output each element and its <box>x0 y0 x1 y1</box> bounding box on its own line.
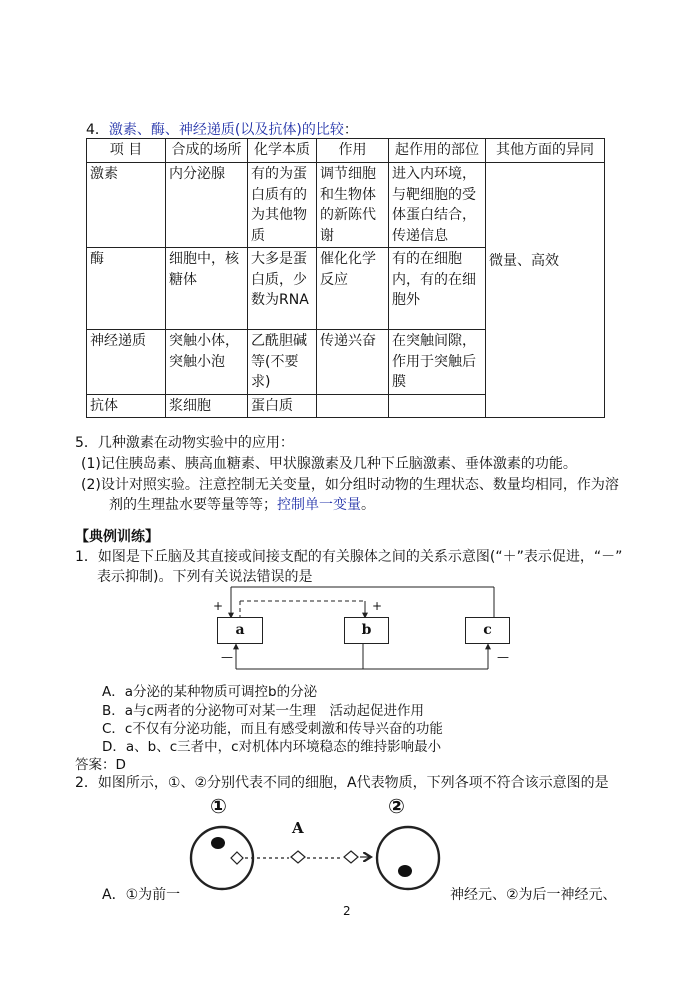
substance-label: A <box>292 819 304 837</box>
header-function: 作用 <box>317 139 389 163</box>
item2-highlight: 控制单一变量 <box>277 497 361 513</box>
table-cell: 突触小体，突触小泡 <box>166 330 248 395</box>
minus-sign-a: — <box>221 650 233 664</box>
table-cell: 蛋白质 <box>248 394 317 418</box>
q1-answer: 答案：D <box>75 757 126 773</box>
cell-1-label: ① <box>210 794 227 818</box>
table-cell: 有的为蛋白质有的为其他物质 <box>248 163 317 248</box>
minus-sign-c: — <box>497 650 509 664</box>
table-cell <box>317 394 389 418</box>
section5-item2-line1: (2)设计对照实验。注意控制无关变量，如分组时动物的生理状态、数量均相同，作为溶 <box>81 477 619 493</box>
cell-2-circle <box>377 827 439 889</box>
table-cell: 神经递质 <box>87 330 166 395</box>
table-row <box>87 163 605 248</box>
section5-title: 5．几种激素在动物实验中的应用： <box>75 435 294 451</box>
section4-colon: ： <box>343 122 358 138</box>
q1-line2: 表示抑制)。下列有关说法错误的是 <box>97 569 313 585</box>
q1-option-a: A．a分泌的某种物质可调控b的分泌 <box>102 684 318 700</box>
section4-title <box>86 119 358 139</box>
table-header-row <box>87 139 605 163</box>
q1-option-b: B．a与c两者的分泌物可对某一生理 活动起促进作用 <box>102 703 424 719</box>
q2-line1: 2．如图所示，①、②分别代表不同的细胞，A代表物质，下列各项不符合该示意图的是 <box>75 775 609 791</box>
q1-diagram <box>200 580 510 672</box>
q1-option-c: C．c不仅有分泌功能，而且有感受刺激和传导兴奋的功能 <box>102 721 443 737</box>
table-cell: 抗体 <box>87 394 166 418</box>
table-cell: 酶 <box>87 248 166 330</box>
cell-2-label: ② <box>388 794 405 818</box>
q1-option-d: D．a、b、c三者中，c对机体内环境稳态的维持影响最小 <box>102 739 442 755</box>
table-cell-other-merged: 微量、高效 <box>486 163 605 418</box>
table-cell: 调节细胞和生物体的新陈代谢 <box>317 163 389 248</box>
header-item: 项 目 <box>87 139 166 163</box>
table-cell: 细胞中，核糖体 <box>166 248 248 330</box>
table-cell: 进入内环境，与靶细胞的受体蛋白结合，传递信息 <box>389 163 486 248</box>
plus-sign-a: + <box>213 599 224 613</box>
q2-option-a-right: 神经元、②为后一神经元、 <box>450 887 617 903</box>
header-nature: 化学本质 <box>248 139 317 163</box>
item2-text: 剂的生理盐水要等量等等； <box>109 497 277 513</box>
item2-end: 。 <box>361 497 375 513</box>
table-cell: 乙酰胆碱等(不要求) <box>248 330 317 395</box>
page-number: 2 <box>343 904 351 918</box>
table-cell: 内分泌腺 <box>166 163 248 248</box>
header-other: 其他方面的异同 <box>486 139 605 163</box>
header-target: 起作用的部位 <box>389 139 486 163</box>
gland-box-a: a <box>217 617 263 644</box>
section4-num: 4． <box>86 122 109 138</box>
gland-box-c: c <box>465 617 510 644</box>
table-cell: 浆细胞 <box>166 394 248 418</box>
section5-item2-line2 <box>109 494 375 514</box>
q2-diagram <box>185 796 450 900</box>
table-cell: 大多是蛋白质，少数为RNA <box>248 248 317 330</box>
table-cell <box>389 394 486 418</box>
examples-heading: 【典例训练】 <box>75 529 159 545</box>
table-cell: 激素 <box>87 163 166 248</box>
header-site: 合成的场所 <box>166 139 248 163</box>
table-cell: 在突触间隙，作用于突触后膜 <box>389 330 486 395</box>
q1-line1: 1．如图是下丘脑及其直接或间接支配的有关腺体之间的关系示意图(“＋”表示促进，“－” <box>75 549 623 565</box>
comparison-table <box>86 138 605 418</box>
section5-item1: (1)记住胰岛素、胰高血糖素、甲状腺激素及几种下丘脑激素、垂体激素的功能。 <box>81 456 577 472</box>
table-cell: 催化化学反应 <box>317 248 389 330</box>
table-cell: 有的在细胞内，有的在细胞外 <box>389 248 486 330</box>
table-cell: 传递兴奋 <box>317 330 389 395</box>
section4-title-text: 激素、酶、神经递质(以及抗体)的比较 <box>108 122 344 138</box>
q2-option-a-left: A．①为前一 <box>102 887 181 903</box>
plus-sign-b: + <box>372 599 383 613</box>
gland-box-b: b <box>344 617 389 644</box>
